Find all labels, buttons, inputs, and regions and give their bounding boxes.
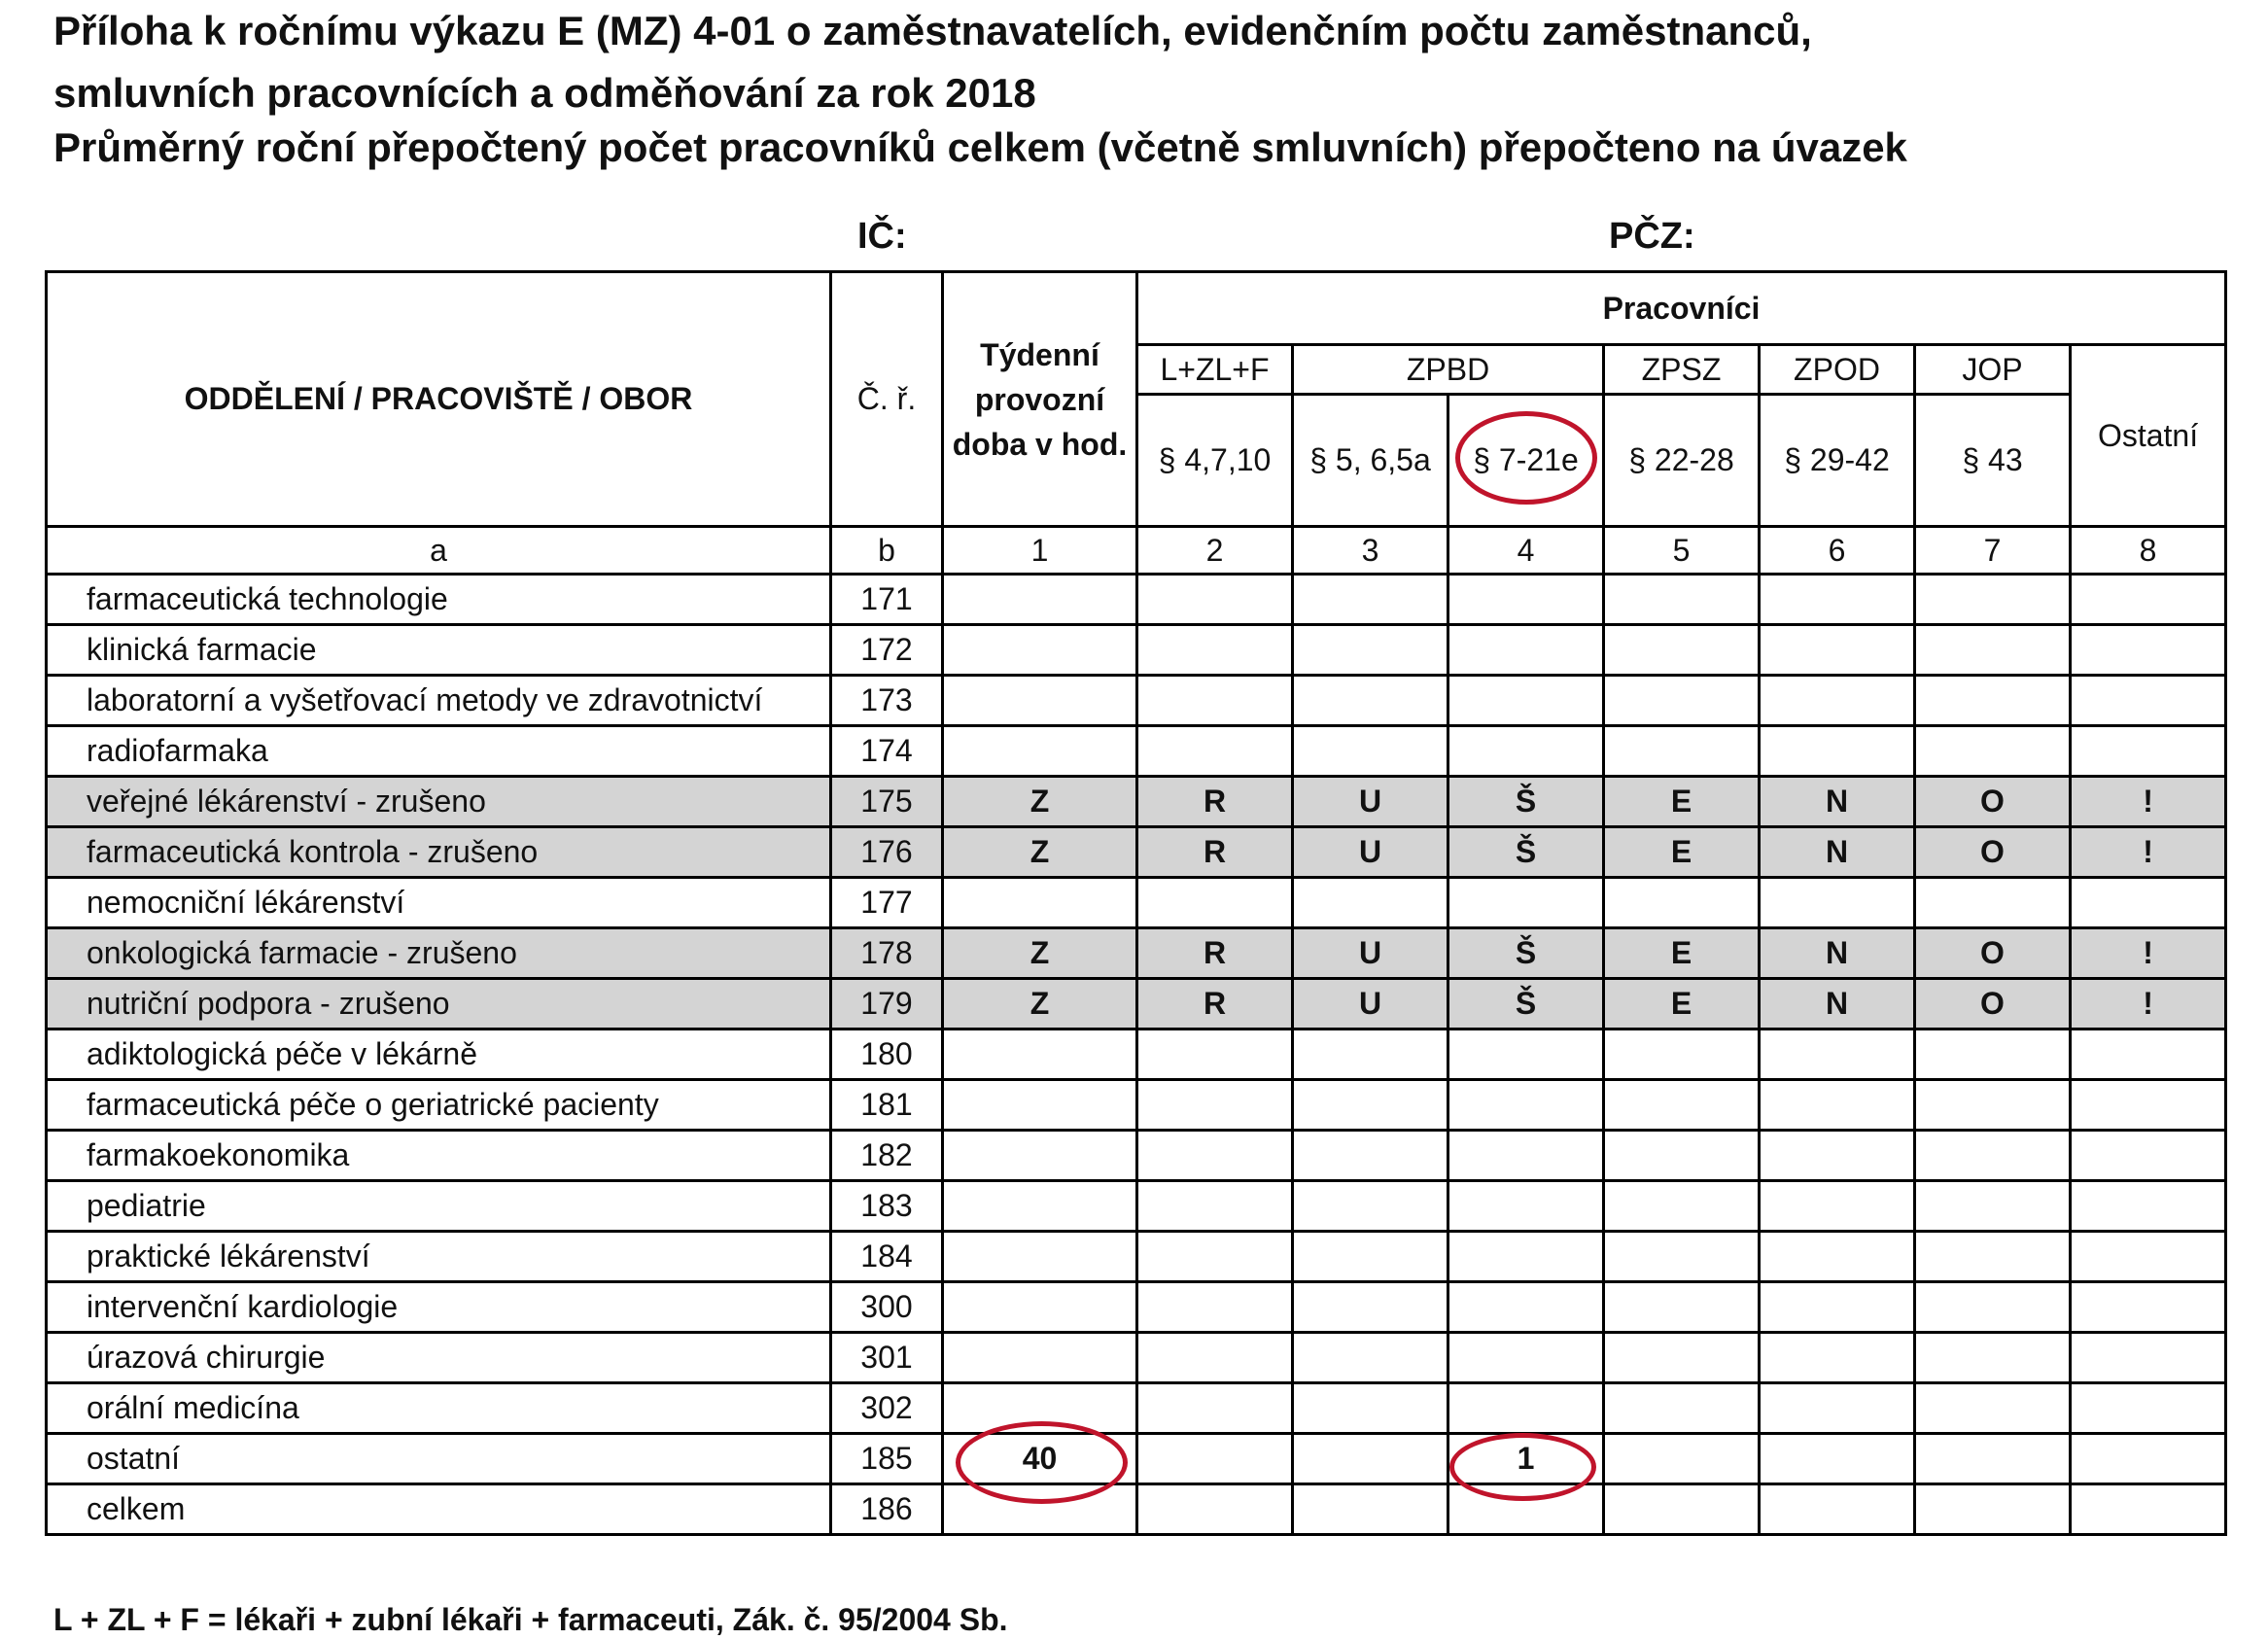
cancelled-letter: Z <box>943 979 1137 1029</box>
cancelled-letter: U <box>1293 777 1448 827</box>
column-index: 6 <box>1760 527 1915 575</box>
cell-input[interactable] <box>943 676 1137 726</box>
cell-input[interactable] <box>1604 1434 1760 1484</box>
row-name: veřejné lékárenství - zrušeno <box>47 777 831 827</box>
cell-input[interactable] <box>1760 1131 1915 1181</box>
cell-input[interactable] <box>1137 1383 1293 1434</box>
cell-input[interactable] <box>1137 1080 1293 1131</box>
column-index: 4 <box>1448 527 1604 575</box>
cell-input[interactable] <box>1293 1029 1448 1080</box>
cell-input[interactable] <box>943 1484 1137 1535</box>
table-row <box>47 726 2226 777</box>
cell-input[interactable] <box>1293 878 1448 928</box>
cell-input[interactable] <box>1293 1282 1448 1333</box>
row-code: 178 <box>831 928 943 979</box>
cell-input[interactable] <box>1760 1080 1915 1131</box>
cell-input[interactable] <box>1604 1333 1760 1383</box>
cancelled-letter: ! <box>2071 777 2226 827</box>
table-row <box>47 1484 2226 1535</box>
cancelled-letter: O <box>1915 777 2071 827</box>
cell-input[interactable] <box>2071 1232 2226 1282</box>
column-index: b <box>831 527 943 575</box>
cell-input[interactable] <box>1915 676 2071 726</box>
cell-input[interactable] <box>1293 1383 1448 1434</box>
cell-input[interactable] <box>1915 1181 2071 1232</box>
cell-input[interactable] <box>2071 1333 2226 1383</box>
row-code: 174 <box>831 726 943 777</box>
cell-input[interactable] <box>1760 726 1915 777</box>
row-name: pediatrie <box>47 1181 831 1232</box>
header-paragraph: § 4,7,10 <box>1137 395 1293 527</box>
row-name: klinická farmacie <box>47 625 831 676</box>
header-paragraph: § 5, 6,5a <box>1293 395 1448 527</box>
cell-input[interactable] <box>1137 1181 1293 1232</box>
table-row-cancelled <box>47 827 2226 878</box>
cancelled-letter: N <box>1760 777 1915 827</box>
cancelled-letter: ! <box>2071 827 2226 878</box>
cell-input[interactable] <box>1604 1232 1760 1282</box>
row-name: farmaceutická kontrola - zrušeno <box>47 827 831 878</box>
cell-input[interactable] <box>1604 625 1760 676</box>
title-line-2: smluvních pracovnících a odměňování za rok 2018 <box>53 70 1036 116</box>
table-row <box>47 1333 2226 1383</box>
row-name: adiktologická péče v lékárně <box>47 1029 831 1080</box>
cell-input[interactable] <box>1760 625 1915 676</box>
cell-input[interactable] <box>1760 1484 1915 1535</box>
table-row <box>47 575 2226 625</box>
cell-input[interactable] <box>943 1232 1137 1282</box>
cell-input[interactable] <box>1915 1232 2071 1282</box>
cell-input[interactable] <box>1760 1434 1915 1484</box>
cell-input[interactable] <box>1448 1333 1604 1383</box>
cancelled-letter: Š <box>1448 827 1604 878</box>
table-row <box>47 1282 2226 1333</box>
column-index: 3 <box>1293 527 1448 575</box>
cell-input[interactable] <box>943 1383 1137 1434</box>
table-row <box>47 1029 2226 1080</box>
cell-input[interactable] <box>1293 726 1448 777</box>
cell-input[interactable] <box>1293 1181 1448 1232</box>
table-row-cancelled <box>47 777 2226 827</box>
cell-input[interactable] <box>2071 1282 2226 1333</box>
table-row <box>47 676 2226 726</box>
cell-input[interactable] <box>943 726 1137 777</box>
cell-input[interactable] <box>1293 625 1448 676</box>
row-code: 301 <box>831 1333 943 1383</box>
cell-input[interactable] <box>1760 1232 1915 1282</box>
row-name: farmaceutická technologie <box>47 575 831 625</box>
cancelled-letter: U <box>1293 827 1448 878</box>
cell-input[interactable] <box>1137 575 1293 625</box>
header-ostatni: Ostatní <box>2071 345 2226 527</box>
cancelled-letter: N <box>1760 827 1915 878</box>
cell-input[interactable] <box>2071 1080 2226 1131</box>
row-name: intervenční kardiologie <box>47 1282 831 1333</box>
header-pracovnici: Pracovníci <box>1137 272 2226 345</box>
cancelled-letter: U <box>1293 979 1448 1029</box>
cancelled-letter: ! <box>2071 979 2226 1029</box>
row-name: onkologická farmacie - zrušeno <box>47 928 831 979</box>
cell-input[interactable] <box>943 1181 1137 1232</box>
table-row <box>47 625 2226 676</box>
cell-input[interactable] <box>1604 1282 1760 1333</box>
cell-input[interactable] <box>1915 878 2071 928</box>
cell-input[interactable] <box>1293 1080 1448 1131</box>
cell-input[interactable] <box>1448 1232 1604 1282</box>
cell-input[interactable] <box>1448 1029 1604 1080</box>
pcz-label: PČZ: <box>1609 216 1695 257</box>
row-name: celkem <box>47 1484 831 1535</box>
cell-input[interactable] <box>1915 1029 2071 1080</box>
form-subtitle: Průměrný roční přepočtený počet pracovníků celkem (včetně smluvních) přepočteno na úvazek <box>53 124 1907 170</box>
table-row-cancelled <box>47 979 2226 1029</box>
cell-input[interactable] <box>1760 1383 1915 1434</box>
cell-input[interactable] <box>1137 1434 1293 1484</box>
cancelled-letter: N <box>1760 928 1915 979</box>
header-group-zpod: ZPOD <box>1760 345 1915 395</box>
cancelled-letter: R <box>1137 777 1293 827</box>
cell-input[interactable] <box>1760 1282 1915 1333</box>
cancelled-letter: ! <box>2071 928 2226 979</box>
cancelled-letter: E <box>1604 827 1760 878</box>
header-paragraph: § 29-42 <box>1760 395 1915 527</box>
row-name: ostatní <box>47 1434 831 1484</box>
cell-input[interactable] <box>1604 1131 1760 1181</box>
cell-input[interactable] <box>1293 1434 1448 1484</box>
cell-input[interactable] <box>1448 625 1604 676</box>
cell-input[interactable] <box>1137 676 1293 726</box>
cell-input[interactable] <box>1293 575 1448 625</box>
row-name: nutriční podpora - zrušeno <box>47 979 831 1029</box>
row-code: 186 <box>831 1484 943 1535</box>
header-department: ODDĚLENÍ / PRACOVIŠTĚ / OBOR <box>47 272 831 527</box>
row-code: 184 <box>831 1232 943 1282</box>
row-code: 300 <box>831 1282 943 1333</box>
column-index: 1 <box>943 527 1137 575</box>
table-row-cancelled <box>47 928 2226 979</box>
cancelled-letter: E <box>1604 777 1760 827</box>
cell-input[interactable] <box>1448 726 1604 777</box>
header-row-number: Č. ř. <box>831 272 943 527</box>
ic-label: IČ: <box>857 216 907 257</box>
row-code: 171 <box>831 575 943 625</box>
column-index: 2 <box>1137 527 1293 575</box>
cell-input[interactable] <box>1915 726 2071 777</box>
cell-input[interactable] <box>2071 1181 2226 1232</box>
table-row <box>47 1181 2226 1232</box>
cell-input[interactable] <box>1137 1282 1293 1333</box>
cell-input[interactable] <box>943 1333 1137 1383</box>
cancelled-letter: R <box>1137 928 1293 979</box>
header-paragraph: § 22-28 <box>1604 395 1760 527</box>
header-group-jop: JOP <box>1915 345 2071 395</box>
cell-input[interactable] <box>1137 1131 1293 1181</box>
row-code: 181 <box>831 1080 943 1131</box>
cell-input[interactable] <box>943 1282 1137 1333</box>
cell-input[interactable] <box>1604 1080 1760 1131</box>
row-code: 175 <box>831 777 943 827</box>
row-name: orální medicína <box>47 1383 831 1434</box>
cell-input[interactable] <box>1760 575 1915 625</box>
cell-input[interactable] <box>1137 625 1293 676</box>
header-paragraph: § 43 <box>1915 395 2071 527</box>
cancelled-letter: O <box>1915 928 2071 979</box>
cell-input[interactable] <box>1915 1333 2071 1383</box>
cell-input[interactable] <box>1604 1383 1760 1434</box>
table-row <box>47 1080 2226 1131</box>
cancelled-letter: Z <box>943 777 1137 827</box>
cell-input[interactable] <box>2071 575 2226 625</box>
header-group-zpbd: ZPBD <box>1293 345 1604 395</box>
column-index: 5 <box>1604 527 1760 575</box>
form-title <box>53 0 2192 124</box>
cell-input[interactable] <box>1915 625 2071 676</box>
cell-input[interactable] <box>2071 1434 2226 1484</box>
cell-input[interactable] <box>1293 1484 1448 1535</box>
cell-weekly-hours-value[interactable]: 40 <box>943 1434 1137 1484</box>
cell-input[interactable] <box>1760 1333 1915 1383</box>
header-weekly-hours: Týdenní provozní doba v hod. <box>943 272 1137 527</box>
cancelled-letter: E <box>1604 979 1760 1029</box>
cancelled-letter: Š <box>1448 928 1604 979</box>
cancelled-letter: R <box>1137 827 1293 878</box>
column-index: a <box>47 527 831 575</box>
cell-input[interactable] <box>1760 1029 1915 1080</box>
cell-input[interactable] <box>1137 878 1293 928</box>
header-paragraph: § 7-21e <box>1448 395 1604 527</box>
row-code: 302 <box>831 1383 943 1434</box>
row-name: farmakoekonomika <box>47 1131 831 1181</box>
column-index: 7 <box>1915 527 2071 575</box>
table-row <box>47 1383 2226 1434</box>
row-name: praktické lékárenství <box>47 1232 831 1282</box>
table-row <box>47 1131 2226 1181</box>
cell-input[interactable] <box>943 575 1137 625</box>
cancelled-letter: E <box>1604 928 1760 979</box>
cell-input[interactable] <box>2071 1029 2226 1080</box>
row-code: 185 <box>831 1434 943 1484</box>
row-code: 173 <box>831 676 943 726</box>
row-code: 176 <box>831 827 943 878</box>
cell-input[interactable] <box>1293 676 1448 726</box>
cell-input[interactable] <box>1448 878 1604 928</box>
cell-input[interactable] <box>1293 1232 1448 1282</box>
cell-input[interactable] <box>1604 676 1760 726</box>
cell-input[interactable] <box>1448 575 1604 625</box>
row-code: 179 <box>831 979 943 1029</box>
cancelled-letter: Š <box>1448 777 1604 827</box>
cell-input[interactable] <box>943 878 1137 928</box>
header-group-lzlf: L+ZL+F <box>1137 345 1293 395</box>
cancelled-letter: N <box>1760 979 1915 1029</box>
table-row <box>47 878 2226 928</box>
cell-input[interactable] <box>1137 1333 1293 1383</box>
footnote: L + ZL + F = lékaři + zubní lékaři + farmaceuti, Zák. č. 95/2004 Sb. <box>53 1602 1008 1637</box>
cell-input[interactable] <box>2071 1131 2226 1181</box>
cell-input[interactable] <box>2071 726 2226 777</box>
header-group-zpsz: ZPSZ <box>1604 345 1760 395</box>
cell-input[interactable] <box>943 1131 1137 1181</box>
row-code: 177 <box>831 878 943 928</box>
row-code: 172 <box>831 625 943 676</box>
cell-input[interactable] <box>2071 878 2226 928</box>
row-name: laboratorní a vyšetřovací metody ve zdravotnictví <box>47 676 831 726</box>
cell-input[interactable] <box>1137 1484 1293 1535</box>
cell-input[interactable] <box>1915 575 2071 625</box>
cell-input[interactable] <box>2071 625 2226 676</box>
cancelled-letter: Z <box>943 827 1137 878</box>
cell-input[interactable] <box>1915 1383 2071 1434</box>
cell-input[interactable] <box>943 625 1137 676</box>
cell-input[interactable] <box>1448 1131 1604 1181</box>
cell-input[interactable] <box>2071 676 2226 726</box>
cell-input[interactable] <box>1760 1181 1915 1232</box>
cell-input[interactable] <box>1448 1080 1604 1131</box>
row-code: 180 <box>831 1029 943 1080</box>
cell-input[interactable] <box>1604 1484 1760 1535</box>
cell-input[interactable] <box>943 1080 1137 1131</box>
cell-input[interactable] <box>1915 1484 2071 1535</box>
cell-input[interactable] <box>2071 1383 2226 1434</box>
cell-input[interactable] <box>1604 1029 1760 1080</box>
cell-input[interactable] <box>1137 1029 1293 1080</box>
table-row <box>47 1434 2226 1484</box>
cell-input[interactable] <box>1448 1181 1604 1232</box>
cell-input[interactable] <box>2071 1484 2226 1535</box>
cell-input[interactable] <box>1293 1131 1448 1181</box>
cell-input[interactable] <box>1448 676 1604 726</box>
cancelled-letter: O <box>1915 827 2071 878</box>
title-line-1: Příloha k ročnímu výkazu E (MZ) 4-01 o zaměstnavatelích, evidenčním počtu zaměstnanců, <box>53 8 1812 53</box>
cell-input[interactable] <box>1448 1484 1604 1535</box>
cell-input[interactable] <box>1448 1383 1604 1434</box>
cell-input[interactable] <box>943 1029 1137 1080</box>
cancelled-letter: Š <box>1448 979 1604 1029</box>
cell-input[interactable] <box>1604 726 1760 777</box>
cell-input[interactable] <box>1760 676 1915 726</box>
row-name: farmaceutická péče o geriatrické pacienty <box>47 1080 831 1131</box>
row-name: nemocniční lékárenství <box>47 878 831 928</box>
table-row <box>47 1232 2226 1282</box>
cell-input[interactable] <box>1915 1131 2071 1181</box>
column-index: 8 <box>2071 527 2226 575</box>
cell-input[interactable] <box>1915 1080 2071 1131</box>
cell-input[interactable] <box>1915 1282 2071 1333</box>
cell-input[interactable] <box>1137 1232 1293 1282</box>
cancelled-letter: O <box>1915 979 2071 1029</box>
cell-input[interactable] <box>1760 878 1915 928</box>
cancelled-letter: R <box>1137 979 1293 1029</box>
row-name: úrazová chirurgie <box>47 1333 831 1383</box>
cell-input[interactable] <box>1604 878 1760 928</box>
row-name: radiofarmaka <box>47 726 831 777</box>
cell-input[interactable] <box>1604 575 1760 625</box>
cell-input[interactable] <box>1448 1282 1604 1333</box>
cell-input[interactable] <box>1293 1333 1448 1383</box>
cell-input[interactable] <box>1915 1434 2071 1484</box>
staff-table <box>45 270 2227 1536</box>
cancelled-letter: U <box>1293 928 1448 979</box>
row-code: 183 <box>831 1181 943 1232</box>
cancelled-letter: Z <box>943 928 1137 979</box>
row-code: 182 <box>831 1131 943 1181</box>
cell-zpbd-value[interactable]: 1 <box>1448 1434 1604 1484</box>
cell-input[interactable] <box>1137 726 1293 777</box>
cell-input[interactable] <box>1604 1181 1760 1232</box>
